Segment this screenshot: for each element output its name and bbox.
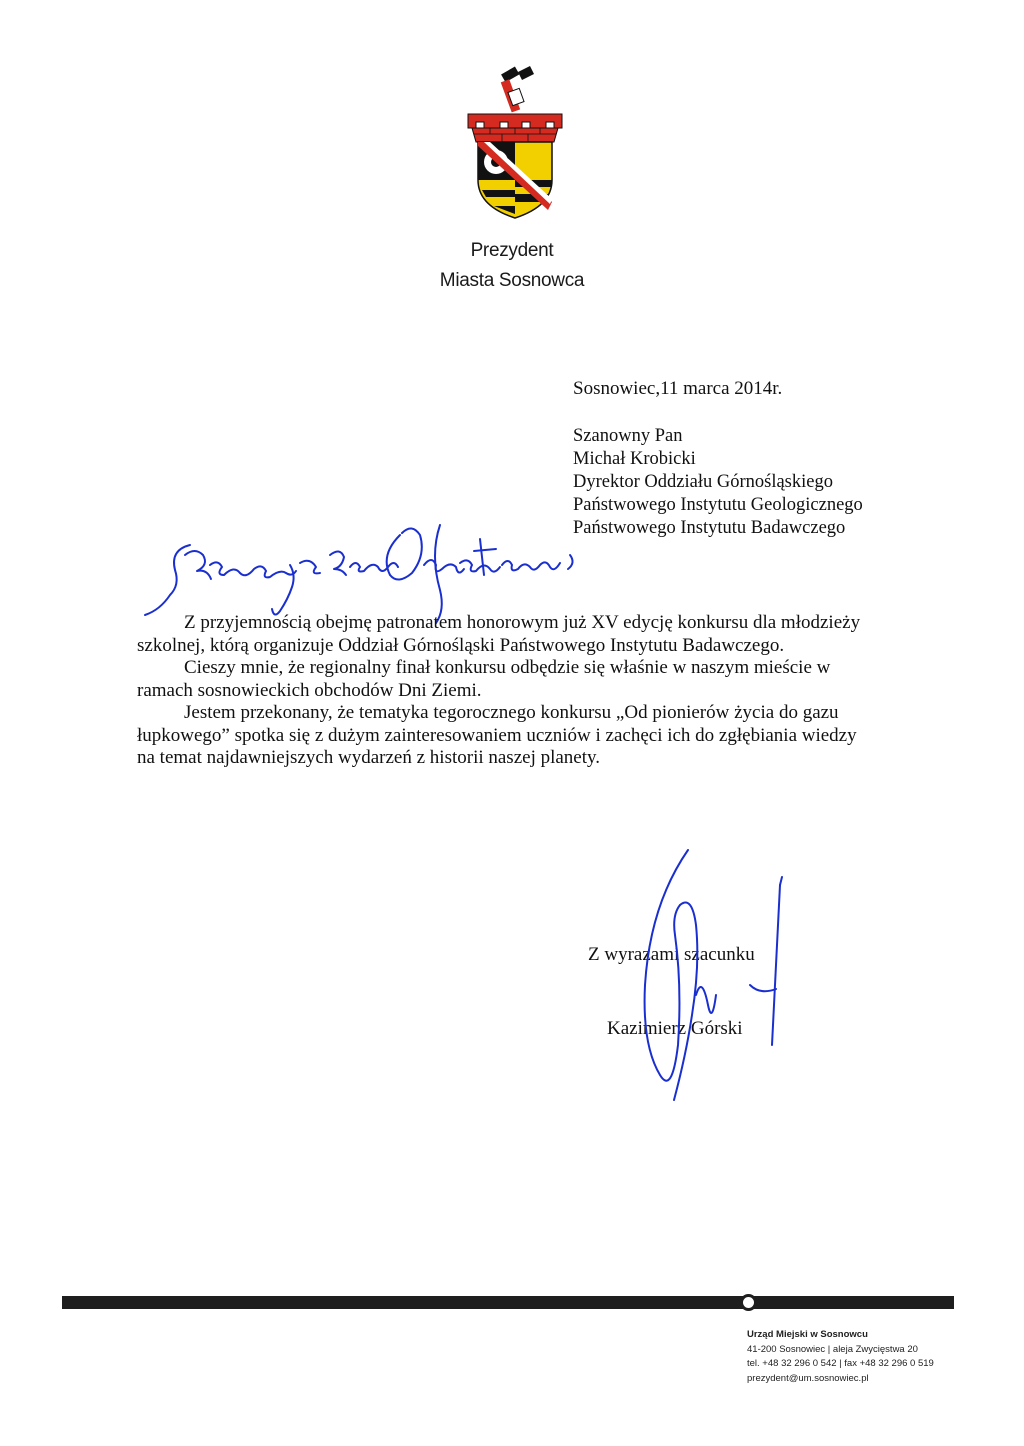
recipient-line: Państwowego Instytutu Geologicznego <box>573 495 863 515</box>
footer-organization: Urząd Miejski w Sosnowcu <box>747 1329 868 1340</box>
recipient-block <box>573 425 863 540</box>
footer-phone-fax: tel. +48 32 296 0 542 | fax +48 32 296 0 519 <box>747 1358 934 1369</box>
hammer-icon <box>501 66 534 112</box>
body-paragraph: Z przyjemnością obejmę patronatem honorowym już XV edycję konkursu dla młodzieży szkolnej, którą organizuje Oddział Górnośląski Państwowego Instytutu Badawczego. <box>137 612 861 656</box>
handwritten-greeting <box>140 515 590 625</box>
recipient-line: Państwowego Instytutu Badawczego <box>573 518 846 538</box>
footer-ornament <box>740 1294 757 1311</box>
body-paragraph: Cieszy mnie, że regionalny finał konkursu odbędzie się właśnie w naszym mieście w ramach sosnowieckich obchodów Dni Ziemi. <box>137 657 831 701</box>
place-and-date: Sosnowiec,11 marca 2014r. <box>573 378 783 399</box>
closing-phrase: Z wyrazami szacunku <box>588 944 755 965</box>
body-paragraph: Jestem przekonany, że tematyka tegorocznego konkursu „Od pionierów życia do gazu łupkowego” spotka się z dużym zainteresowaniem uczniów i zachęci ich do zgłębiania wiedzy na temat najdawniejszych wydarzeń z historii naszej planety. <box>137 702 857 768</box>
recipient-line: Michał Krobicki <box>573 449 696 469</box>
letter-body <box>137 612 877 770</box>
tower-icon <box>468 114 562 142</box>
footer-contact <box>747 1328 934 1386</box>
city-coat-of-arms <box>460 62 570 222</box>
footer-divider <box>62 1296 954 1309</box>
signer-name: Kazimierz Górski <box>607 1018 743 1039</box>
recipient-line: Dyrektor Oddziału Górnośląskiego <box>573 472 833 492</box>
office-title-line2: Miasta Sosnowca <box>439 270 585 291</box>
recipient-line: Szanowny Pan <box>573 426 683 446</box>
shield-icon <box>478 142 552 218</box>
signature <box>630 845 790 1105</box>
footer-email: prezydent@um.sosnowiec.pl <box>747 1372 869 1384</box>
office-title-line1: Prezydent <box>470 240 554 261</box>
footer-address: 41-200 Sosnowiec | aleja Zwycięstwa 20 <box>747 1343 918 1355</box>
